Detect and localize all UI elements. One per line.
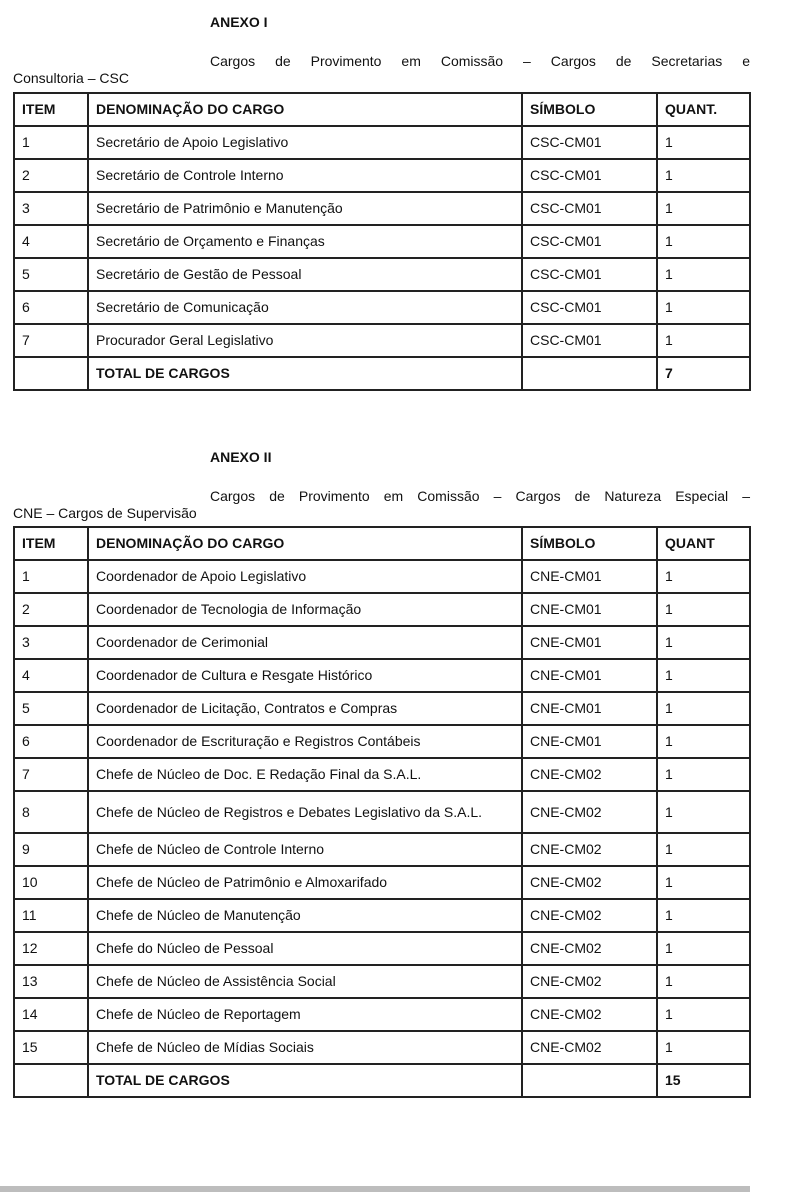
item-cell: 9 xyxy=(14,833,88,866)
table-header-row xyxy=(14,93,750,126)
anexo-1-table xyxy=(13,92,751,391)
quantidade-cell: 1 xyxy=(657,791,750,833)
item-cell: 6 xyxy=(14,725,88,758)
simbolo-cell: CNE-CM02 xyxy=(522,965,657,998)
quantidade-cell: 1 xyxy=(657,866,750,899)
table-row xyxy=(14,126,750,159)
denominacao-cell: Coordenador de Licitação, Contratos e Compras xyxy=(88,692,522,725)
anexo-1-rows xyxy=(14,126,750,357)
quantidade-cell: 1 xyxy=(657,258,750,291)
item-cell: 5 xyxy=(14,692,88,725)
anexo-1-subtitle-continued: Consultoria – CSC xyxy=(13,70,129,86)
item-cell: 4 xyxy=(14,659,88,692)
quantidade-cell: 1 xyxy=(657,560,750,593)
denominacao-cell: Chefe de Núcleo de Registros e Debates Legislativo da S.A.L. xyxy=(88,791,522,833)
table-row xyxy=(14,560,750,593)
simbolo-cell: CSC-CM01 xyxy=(522,225,657,258)
quantidade-cell: 1 xyxy=(657,225,750,258)
denominacao-cell: Chefe de Núcleo de Doc. E Redação Final da S.A.L. xyxy=(88,758,522,791)
simbolo-cell: CNE-CM01 xyxy=(522,626,657,659)
quantidade-cell: 1 xyxy=(657,126,750,159)
simbolo-cell: CNE-CM01 xyxy=(522,725,657,758)
table-row xyxy=(14,1031,750,1064)
table-row xyxy=(14,758,750,791)
table-row xyxy=(14,899,750,932)
table-row xyxy=(14,593,750,626)
simbolo-cell: CNE-CM02 xyxy=(522,758,657,791)
quantidade-cell: 1 xyxy=(657,593,750,626)
table-row xyxy=(14,324,750,357)
denominacao-cell: Chefe de Núcleo de Manutenção xyxy=(88,899,522,932)
simbolo-cell: CNE-CM02 xyxy=(522,866,657,899)
table-row xyxy=(14,692,750,725)
quantidade-cell: 1 xyxy=(657,758,750,791)
header-item: ITEM xyxy=(14,93,88,126)
denominacao-cell: Coordenador de Apoio Legislativo xyxy=(88,560,522,593)
total-label: TOTAL DE CARGOS xyxy=(88,1064,522,1097)
table-row xyxy=(14,932,750,965)
denominacao-cell: Chefe de Núcleo de Reportagem xyxy=(88,998,522,1031)
denominacao-cell: Procurador Geral Legislativo xyxy=(88,324,522,357)
denominacao-cell: Chefe de Núcleo de Patrimônio e Almoxarifado xyxy=(88,866,522,899)
simbolo-cell: CSC-CM01 xyxy=(522,324,657,357)
quantidade-cell: 1 xyxy=(657,291,750,324)
quantidade-cell: 1 xyxy=(657,192,750,225)
simbolo-cell: CSC-CM01 xyxy=(522,126,657,159)
simbolo-cell: CSC-CM01 xyxy=(522,159,657,192)
simbolo-cell: CNE-CM02 xyxy=(522,833,657,866)
quantidade-cell: 1 xyxy=(657,965,750,998)
page-bottom-scrollbar xyxy=(0,1186,750,1192)
simbolo-cell: CNE-CM02 xyxy=(522,791,657,833)
simbolo-cell: CNE-CM02 xyxy=(522,998,657,1031)
denominacao-cell: Coordenador de Tecnologia de Informação xyxy=(88,593,522,626)
item-cell: 3 xyxy=(14,192,88,225)
table-header-row xyxy=(14,527,750,560)
denominacao-cell: Secretário de Controle Interno xyxy=(88,159,522,192)
item-cell: 6 xyxy=(14,291,88,324)
simbolo-cell: CSC-CM01 xyxy=(522,291,657,324)
table-row xyxy=(14,192,750,225)
anexo-2-title: ANEXO II xyxy=(210,449,272,465)
item-cell: 2 xyxy=(14,159,88,192)
item-cell: 7 xyxy=(14,324,88,357)
simbolo-cell: CNE-CM01 xyxy=(522,659,657,692)
table-row xyxy=(14,159,750,192)
quantidade-cell: 1 xyxy=(657,1031,750,1064)
total-row xyxy=(14,1064,750,1097)
anexo-2-table xyxy=(13,526,751,1098)
simbolo-cell: CNE-CM02 xyxy=(522,1031,657,1064)
item-cell: 8 xyxy=(14,791,88,833)
denominacao-cell: Secretário de Patrimônio e Manutenção xyxy=(88,192,522,225)
table-row xyxy=(14,258,750,291)
item-cell: 1 xyxy=(14,560,88,593)
header-denominacao: DENOMINAÇÃO DO CARGO xyxy=(88,527,522,560)
denominacao-cell: Secretário de Comunicação xyxy=(88,291,522,324)
denominacao-cell: Secretário de Gestão de Pessoal xyxy=(88,258,522,291)
anexo-1-title: ANEXO I xyxy=(210,14,268,30)
total-label: TOTAL DE CARGOS xyxy=(88,357,522,390)
quantidade-cell: 1 xyxy=(657,932,750,965)
simbolo-cell: CNE-CM02 xyxy=(522,899,657,932)
denominacao-cell: Chefe de Núcleo de Controle Interno xyxy=(88,833,522,866)
table-row xyxy=(14,659,750,692)
header-simbolo: SÍMBOLO xyxy=(522,93,657,126)
table-row xyxy=(14,998,750,1031)
quantidade-cell: 1 xyxy=(657,692,750,725)
table-row xyxy=(14,866,750,899)
header-denominacao: DENOMINAÇÃO DO CARGO xyxy=(88,93,522,126)
total-row xyxy=(14,357,750,390)
quantidade-cell: 1 xyxy=(657,159,750,192)
simbolo-cell: CNE-CM01 xyxy=(522,692,657,725)
simbolo-cell: CNE-CM01 xyxy=(522,593,657,626)
total-item-cell xyxy=(14,1064,88,1097)
denominacao-cell: Chefe de Núcleo de Mídias Sociais xyxy=(88,1031,522,1064)
item-cell: 11 xyxy=(14,899,88,932)
item-cell: 1 xyxy=(14,126,88,159)
table-row xyxy=(14,725,750,758)
item-cell: 15 xyxy=(14,1031,88,1064)
quantidade-cell: 1 xyxy=(657,659,750,692)
item-cell: 14 xyxy=(14,998,88,1031)
quantidade-cell: 1 xyxy=(657,899,750,932)
item-cell: 2 xyxy=(14,593,88,626)
table-row xyxy=(14,965,750,998)
denominacao-cell: Secretário de Orçamento e Finanças xyxy=(88,225,522,258)
denominacao-cell: Coordenador de Cerimonial xyxy=(88,626,522,659)
quantidade-cell: 1 xyxy=(657,725,750,758)
denominacao-cell: Secretário de Apoio Legislativo xyxy=(88,126,522,159)
total-simbolo-cell xyxy=(522,357,657,390)
simbolo-cell: CNE-CM02 xyxy=(522,932,657,965)
total-value: 15 xyxy=(657,1064,750,1097)
table-row xyxy=(14,791,750,833)
header-quantidade: QUANT. xyxy=(657,93,750,126)
anexo-2-rows xyxy=(14,560,750,1064)
item-cell: 10 xyxy=(14,866,88,899)
item-cell: 12 xyxy=(14,932,88,965)
total-simbolo-cell xyxy=(522,1064,657,1097)
quantidade-cell: 1 xyxy=(657,998,750,1031)
denominacao-cell: Coordenador de Escrituração e Registros Contábeis xyxy=(88,725,522,758)
header-simbolo: SÍMBOLO xyxy=(522,527,657,560)
simbolo-cell: CSC-CM01 xyxy=(522,192,657,225)
total-value: 7 xyxy=(657,357,750,390)
denominacao-cell: Chefe do Núcleo de Pessoal xyxy=(88,932,522,965)
denominacao-cell: Chefe de Núcleo de Assistência Social xyxy=(88,965,522,998)
header-item: ITEM xyxy=(14,527,88,560)
simbolo-cell: CSC-CM01 xyxy=(522,258,657,291)
item-cell: 3 xyxy=(14,626,88,659)
item-cell: 13 xyxy=(14,965,88,998)
header-quantidade: QUANT xyxy=(657,527,750,560)
table-row xyxy=(14,225,750,258)
quantidade-cell: 1 xyxy=(657,324,750,357)
simbolo-cell: CNE-CM01 xyxy=(522,560,657,593)
table-row xyxy=(14,833,750,866)
anexo-2-subtitle-continued: CNE – Cargos de Supervisão xyxy=(13,505,197,521)
quantidade-cell: 1 xyxy=(657,626,750,659)
anexo-1-subtitle: Cargos de Provimento em Comissão – Cargos de Secretarias e xyxy=(210,53,750,69)
denominacao-cell: Coordenador de Cultura e Resgate Histórico xyxy=(88,659,522,692)
table-row xyxy=(14,626,750,659)
anexo-2-subtitle: Cargos de Provimento em Comissão – Cargos de Natureza Especial – xyxy=(210,488,750,504)
total-item-cell xyxy=(14,357,88,390)
item-cell: 5 xyxy=(14,258,88,291)
quantidade-cell: 1 xyxy=(657,833,750,866)
item-cell: 4 xyxy=(14,225,88,258)
item-cell: 7 xyxy=(14,758,88,791)
table-row xyxy=(14,291,750,324)
